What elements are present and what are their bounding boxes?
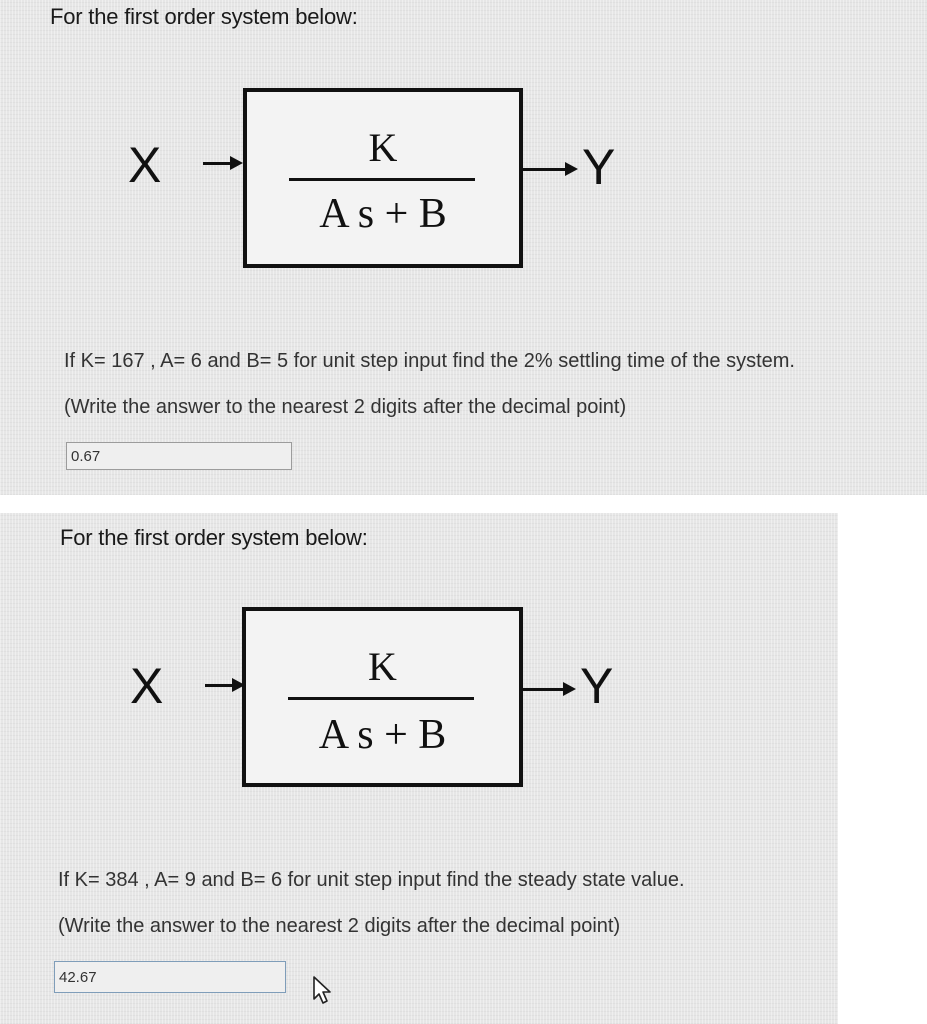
tf-numerator: K: [368, 644, 397, 689]
tf-denominator: A s + B: [318, 712, 447, 758]
input-arrow-line: [205, 684, 235, 687]
input-arrow-line: [203, 162, 233, 165]
question-text: If K= 384 , A= 9 and B= 6 for unit step input find the steady state value.: [58, 869, 685, 891]
output-arrow-line: [520, 168, 568, 171]
answer-input[interactable]: [66, 442, 292, 470]
tf-denominator: A s + B: [319, 191, 447, 237]
answer-input[interactable]: [54, 961, 286, 993]
question-heading: For the first order system below:: [50, 4, 358, 29]
mouse-pointer-icon: [312, 975, 334, 1005]
input-arrow-head-icon: [230, 156, 243, 170]
output-signal-label: Y: [582, 139, 616, 195]
fraction-bar: [289, 178, 475, 181]
transfer-function-box: [243, 88, 523, 268]
instruction-text: (Write the answer to the nearest 2 digits after the decimal point): [64, 396, 627, 418]
output-arrow-line: [520, 688, 566, 691]
question-text: If K= 167 , A= 6 and B= 5 for unit step input find the 2% settling time of the system.: [64, 350, 795, 372]
fraction-bar: [288, 697, 474, 700]
instruction-text: (Write the answer to the nearest 2 digits after the decimal point): [58, 915, 621, 937]
question-heading: For the first order system below:: [60, 525, 368, 550]
question-panel-2: [0, 513, 838, 1024]
input-signal-label: X: [130, 658, 164, 714]
block-diagram: [0, 513, 838, 803]
tf-numerator: K: [368, 125, 398, 170]
input-signal-label: X: [128, 137, 162, 193]
block-diagram: [0, 0, 927, 280]
transfer-function-box: [242, 607, 523, 787]
output-arrow-head-icon: [565, 162, 578, 176]
output-arrow-head-icon: [563, 682, 576, 696]
output-signal-label: Y: [580, 658, 614, 714]
question-panel-1: [0, 0, 927, 495]
